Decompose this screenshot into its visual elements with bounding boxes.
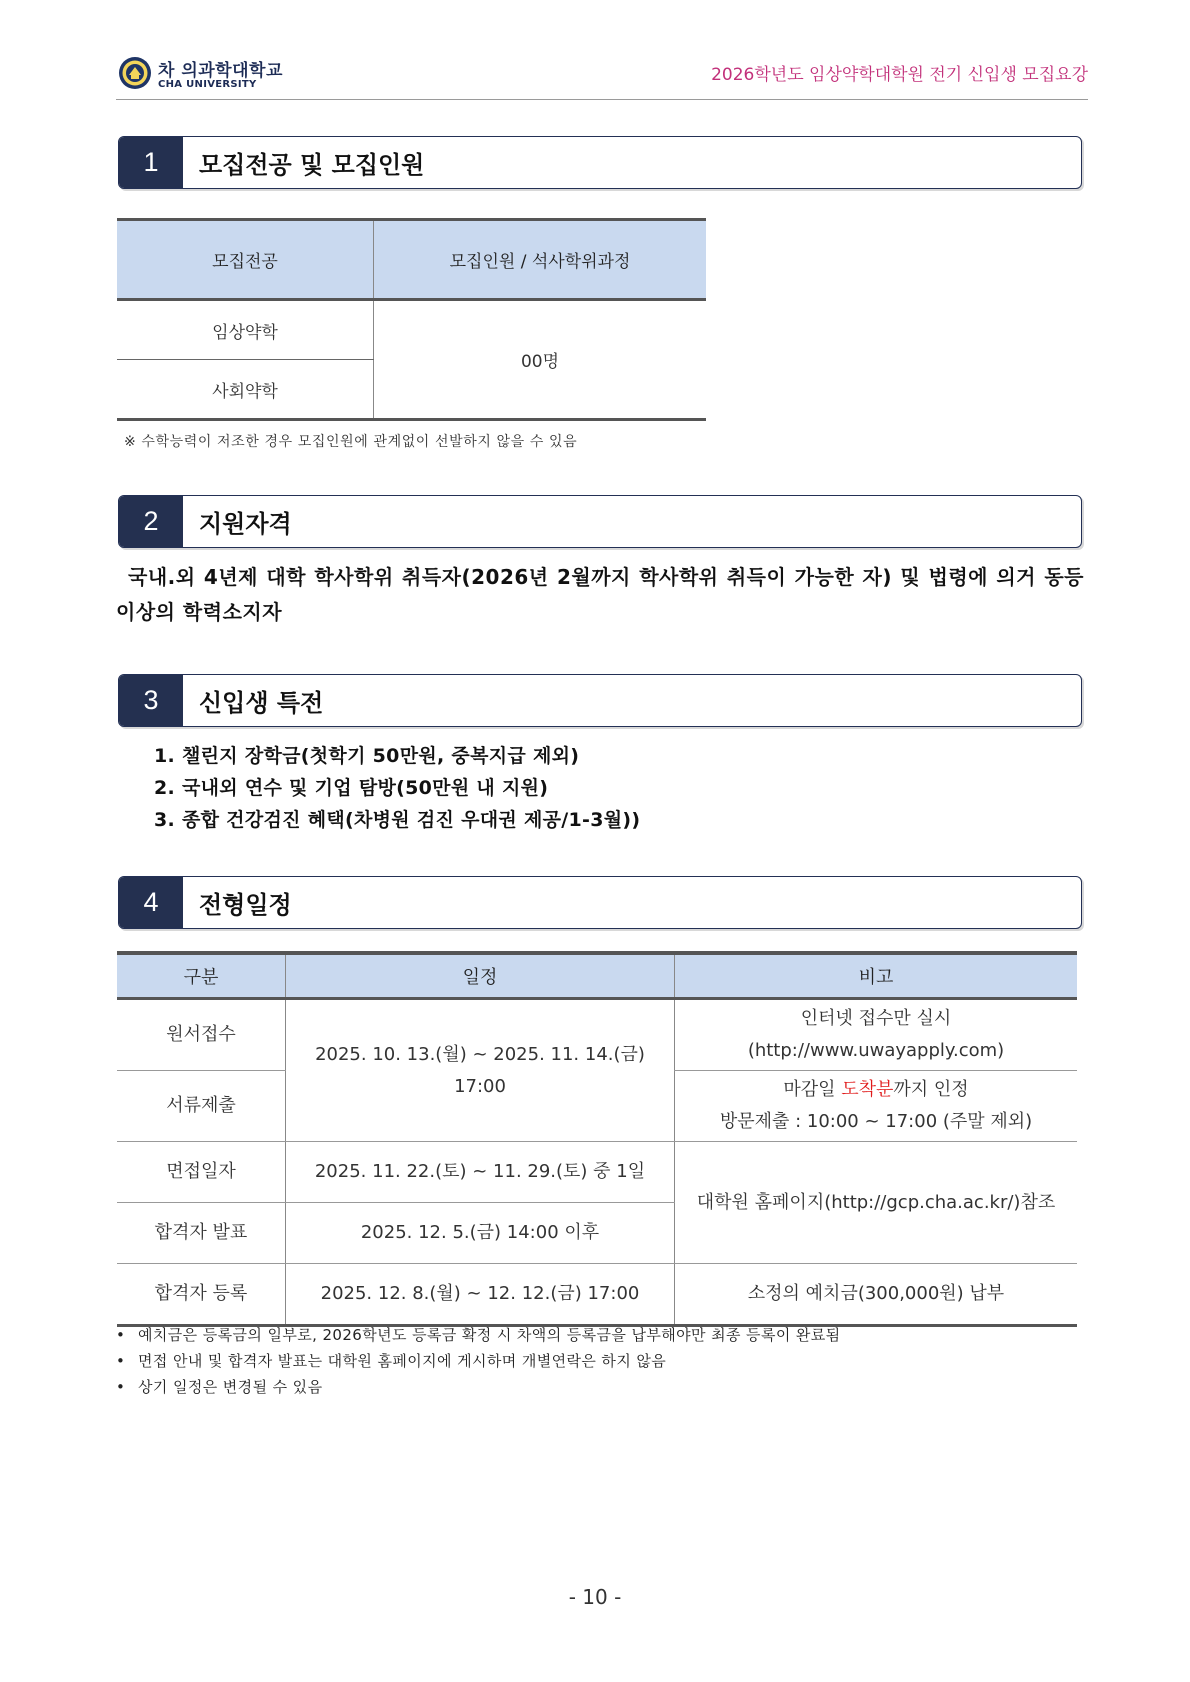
- major-clinical-pharmacy: 임상약학: [117, 300, 374, 360]
- benefits-list: [154, 740, 640, 836]
- interview-announce-remark: 대학원 홈페이지(http://gcp.cha.ac.kr/)참조: [675, 1142, 1078, 1264]
- document-title: 2026학년도 임상약학대학원 전기 신입생 모집요강: [711, 65, 1088, 85]
- major-social-pharmacy: 사회약학: [117, 360, 374, 420]
- table-header-major: 모집전공: [117, 220, 374, 300]
- interview-period: 2025. 11. 22.(토) ~ 11. 29.(토) 중 1일: [286, 1142, 675, 1203]
- documents-remark: [675, 1071, 1078, 1142]
- table-row: [117, 1142, 1077, 1203]
- logo-korean-name: 차 의과학대학교: [158, 61, 283, 81]
- documents-remark-line2: 방문제출 : 10:00 ~ 17:00 (주말 제외): [719, 1111, 1033, 1132]
- note-item: • 예치금은 등록금의 일부로, 2026학년도 등록금 확정 시 차액의 등록금을 납부해야만 최종 등록이 완료됨: [116, 1322, 841, 1348]
- registration-period: 2025. 12. 8.(월) ~ 12. 12.(금) 17:00: [286, 1264, 675, 1326]
- section-3-header: [118, 674, 1082, 727]
- recruit-count: 00명: [374, 300, 707, 420]
- row-label-documents: 서류제출: [117, 1071, 286, 1142]
- table-row: [117, 1264, 1077, 1326]
- application-remark: [675, 999, 1078, 1071]
- row-label-interview: 면접일자: [117, 1142, 286, 1203]
- section-number: 4: [119, 877, 183, 928]
- header-divider: [116, 99, 1088, 100]
- recruitment-table: [117, 218, 706, 421]
- table-row: [117, 999, 1077, 1071]
- eligibility-text: 국내.외 4년제 대학 학사학위 취득자(2026년 2월까지 학사학위 취득이 가능한 자) 및 법령에 의거 동등 이상의 학력소지자: [116, 565, 1084, 624]
- section-2-header: [118, 495, 1082, 548]
- university-seal-logo: [118, 56, 152, 90]
- section-1-header: [118, 136, 1082, 189]
- row-label-registration: 합격자 등록: [117, 1264, 286, 1326]
- documents-remark-text: 마감일: [783, 1079, 842, 1100]
- table-header-count: 모집인원 / 석사학위과정: [374, 220, 707, 300]
- schedule-header-category: 구분: [117, 953, 286, 999]
- row-label-announcement: 합격자 발표: [117, 1203, 286, 1264]
- row-label-application: 원서접수: [117, 999, 286, 1071]
- section-title: 지원자격: [199, 510, 292, 538]
- recruitment-note: ※ 수학능력이 저조한 경우 모집인원에 관계없이 선발하지 않을 수 있음: [124, 434, 578, 450]
- schedule-header-remark: 비고: [675, 953, 1078, 999]
- application-remark-line1: 인터넷 접수만 실시: [800, 1008, 952, 1029]
- section-number: 3: [119, 675, 183, 726]
- section-4-header: [118, 876, 1082, 929]
- schedule-notes: [116, 1322, 841, 1400]
- section-number: 2: [119, 496, 183, 547]
- benefit-item: 3. 종합 건강검진 혜택(차병원 검진 우대권 제공/1-3월)): [154, 809, 641, 831]
- schedule-header-date: 일정: [286, 953, 675, 999]
- benefit-item: 1. 챌린지 장학금(첫학기 50만원, 중복지급 제외): [154, 745, 580, 767]
- application-period: 2025. 10. 13.(월) ~ 2025. 11. 14.(금) 17:00: [286, 999, 675, 1142]
- benefit-item: 2. 국내외 연수 및 기업 탐방(50만원 내 지원): [154, 777, 549, 799]
- section-title: 전형일정: [199, 891, 292, 919]
- note-item: • 면접 안내 및 합격자 발표는 대학원 홈페이지에 게시하며 개별연락은 하지 않음: [116, 1348, 841, 1374]
- schedule-table: [117, 951, 1077, 1327]
- section-title: 신입생 특전: [199, 689, 324, 717]
- announcement-date: 2025. 12. 5.(금) 14:00 이후: [286, 1203, 675, 1264]
- section-number: 1: [119, 137, 183, 188]
- section-title: 모집전공 및 모집인원: [199, 151, 425, 179]
- application-remark-line2: (http://www.uwayapply.com): [747, 1040, 1005, 1061]
- arrival-highlight: 도착분: [841, 1079, 894, 1100]
- note-item: • 상기 일정은 변경될 수 있음: [116, 1374, 841, 1400]
- documents-remark-line1: [676, 1074, 1076, 1106]
- documents-remark-text: 까지 인정: [893, 1079, 969, 1100]
- registration-remark: 소정의 예치금(300,000원) 납부: [675, 1264, 1078, 1326]
- page-number: - 10 -: [568, 1585, 622, 1609]
- logo-english-name: CHA UNIVERSITY: [158, 79, 257, 90]
